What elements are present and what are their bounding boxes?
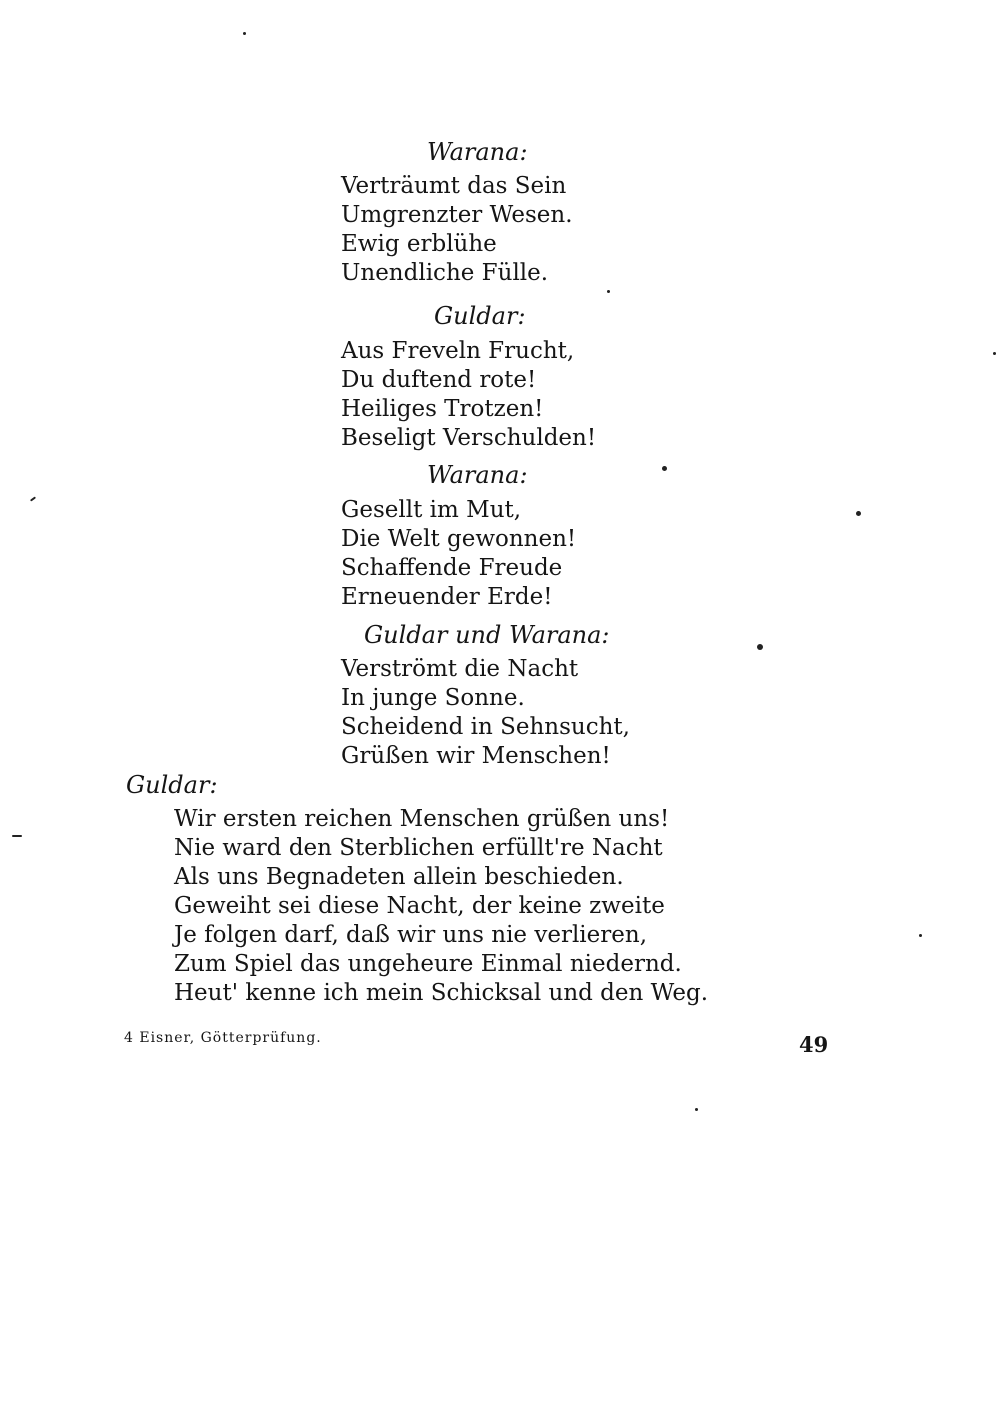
- verse-line: Verträumt das Sein: [341, 173, 567, 199]
- verse-line: Geweiht sei diese Nacht, der keine zweite: [174, 893, 665, 919]
- verse-line: Wir ersten reichen Menschen grüßen uns!: [174, 806, 670, 832]
- verse-line: Unendliche Fülle.: [341, 260, 549, 286]
- verse-line: Beseligt Verschulden!: [341, 425, 597, 451]
- verse-line: Du duftend rote!: [341, 367, 537, 393]
- verse-line: Verströmt die Nacht: [341, 656, 579, 682]
- scan-speck: [993, 352, 996, 355]
- speaker-label: Guldar und Warana:: [364, 621, 610, 649]
- verse-line: Gesellt im Mut,: [341, 497, 522, 523]
- verse-line: Als uns Begnadeten allein beschieden.: [174, 864, 624, 890]
- verse-stanza: [341, 655, 630, 771]
- printer-signature: 4 Eisner, Götterprüfung.: [124, 1030, 322, 1046]
- verse-stanza: [341, 172, 573, 288]
- speaker-label: Warana:: [427, 138, 528, 166]
- verse-stanza: [341, 337, 596, 453]
- verse-line: Scheidend in Sehnsucht,: [341, 714, 630, 740]
- speaker-label: Guldar:: [126, 771, 218, 799]
- verse-line: Je folgen darf, daß wir uns nie verlieren,: [174, 922, 648, 948]
- verse-line: Grüßen wir Menschen!: [341, 743, 611, 769]
- verse-line: Zum Spiel das ungeheure Einmal niedernd.: [174, 951, 682, 977]
- page-number: 49: [799, 1032, 829, 1057]
- speaker-label: Warana:: [427, 461, 528, 489]
- verse-line: Die Welt gewonnen!: [341, 526, 577, 552]
- verse-line: Umgrenzter Wesen.: [341, 202, 573, 228]
- scan-speck: [12, 835, 22, 837]
- verse-line: Aus Freveln Frucht,: [341, 338, 575, 364]
- verse-line: Erneuender Erde!: [341, 584, 553, 610]
- scan-speck: [662, 466, 667, 471]
- verse-stanza: [174, 805, 708, 1008]
- verse-line: Ewig erblühe: [341, 231, 497, 257]
- scan-speck: [243, 32, 246, 35]
- scan-speck: [856, 511, 861, 516]
- verse-line: Nie ward den Sterblichen erfüllt're Nacht: [174, 835, 663, 861]
- scan-speck: [607, 290, 610, 293]
- scan-speck: [757, 644, 763, 650]
- verse-line: Heut' kenne ich mein Schicksal und den Weg.: [174, 980, 709, 1006]
- verse-line: Heiliges Trotzen!: [341, 396, 544, 422]
- verse-line: In junge Sonne.: [341, 685, 525, 711]
- scan-speck: [695, 1108, 698, 1111]
- scan-speck: [30, 496, 36, 501]
- verse-stanza: [341, 496, 576, 612]
- scan-speck: [919, 934, 922, 937]
- speaker-label: Guldar:: [434, 302, 526, 330]
- verse-line: Schaffende Freude: [341, 555, 563, 581]
